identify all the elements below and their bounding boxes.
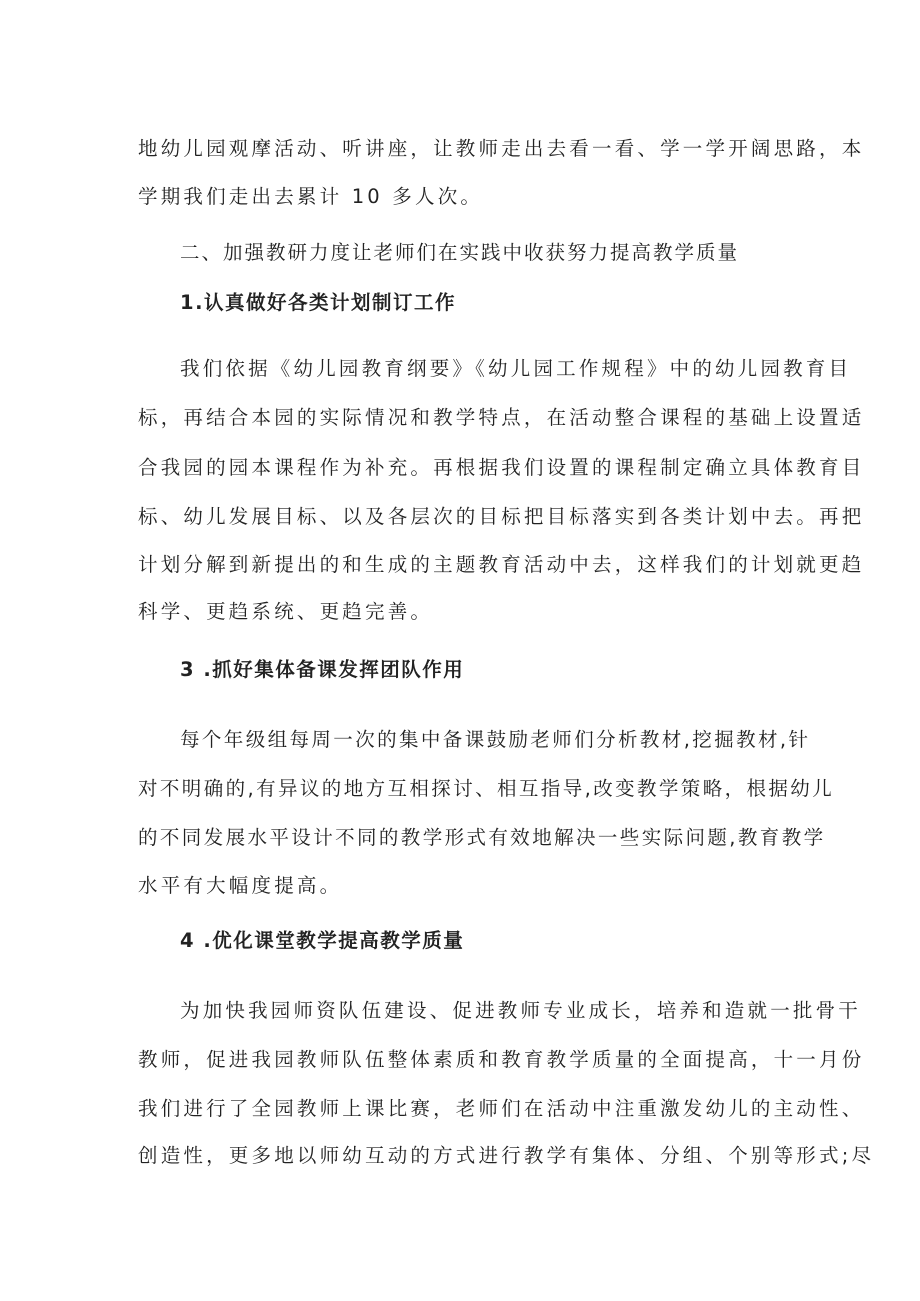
paragraph-line: 地幼儿园观摩活动、听讲座，让教师走出去看一看、学一学开阔思路，本 [138, 137, 865, 160]
paragraph-line: 科学、更趋系统、更趋完善。 [138, 600, 434, 623]
subheading: 3 .抓好集体备课发挥团队作用 [180, 658, 465, 681]
paragraph-line: 计划分解到新提出的和生成的主题教育活动中去，这样我们的计划就更趋 [138, 553, 865, 576]
paragraph-line: 学期我们走出去累计 10 多人次。 [138, 185, 484, 208]
paragraph-line: 教师，促进我园教师队伍整体素质和教育教学质量的全面提高，十一月份 [138, 1048, 865, 1071]
paragraph-line: 水平有大幅度提高。 [138, 874, 343, 897]
paragraph-line: 的不同发展水平设计不同的教学形式有效地解决一些实际问题,教育教学 [138, 826, 826, 849]
paragraph-line: 我们进行了全园教师上课比赛，老师们在活动中注重激发幼儿的主动性、 [138, 1097, 865, 1120]
subheading: 4 .优化课堂教学提高教学质量 [180, 929, 465, 952]
subheading: 1.认真做好各类计划制订工作 [180, 291, 456, 314]
paragraph-line: 我们依据《幼儿园教育纲要》《幼儿园工作规程》中的幼儿园教育目 [180, 357, 852, 380]
section-title: 二、加强教研力度让老师们在实践中收获努力提高教学质量 [180, 241, 740, 264]
paragraph-line: 创造性，更多地以师幼互动的方式进行教学有集体、分组、个别等形式;尽 [138, 1144, 875, 1167]
paragraph-line: 合我园的园本课程作为补充。再根据我们设置的课程制定确立具体教育目 [138, 456, 865, 479]
paragraph-line: 为加快我园师资队伍建设、促进教师专业成长，培养和造就一批骨干 [180, 999, 862, 1022]
paragraph-line: 每个年级组每周一次的集中备课鼓励老师们分析教材,挖掘教材,针 [180, 728, 811, 751]
paragraph-line: 标、幼儿发展目标、以及各层次的目标把目标落实到各类计划中去。再把 [138, 505, 865, 528]
paragraph-line: 对不明确的,有异议的地方互相探讨、相互指导,改变教学策略，根据幼儿 [138, 777, 835, 800]
paragraph-line: 标，再结合本园的实际情况和教学特点，在活动整合课程的基础上设置适 [138, 406, 865, 429]
